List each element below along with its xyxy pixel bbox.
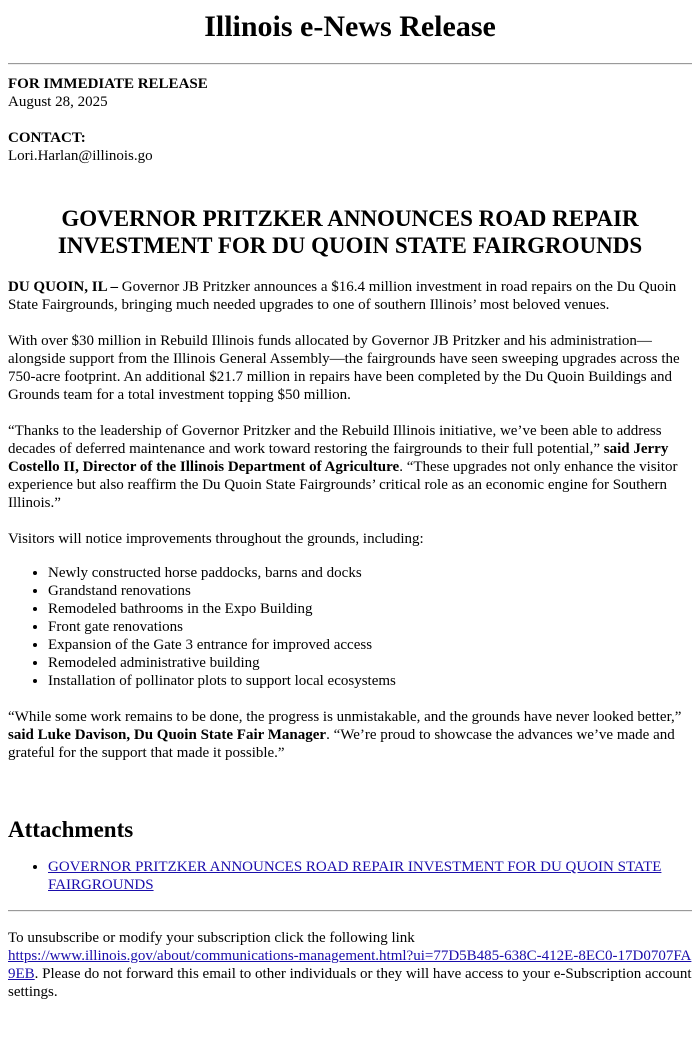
paragraph-3 — [8, 422, 692, 512]
paragraph-1-text: Governor JB Pritzker announces a $16.4 million investment in road repairs on the Du Quoin State Fairgrounds, bringing much needed upgrades to one of southern Illinois’ most beloved venues. — [8, 279, 677, 313]
release-label: FOR IMMEDIATE RELEASE — [8, 76, 208, 92]
attribution-davison: said Luke Davison, Du Quoin State Fair Manager — [8, 727, 327, 743]
paragraph-2: With over $30 million in Rebuild Illinois funds allocated by Governor JB Pritzker and his administration—alongside support from the Illinois General Assembly—the fairgrounds have seen sweeping upgrades across the 750-acre footprint. An additional $21.7 million in repairs have been completed by the Du Quoin Buildings and Grounds team for a total investment topping $50 million. — [8, 333, 680, 403]
attachment-link[interactable]: GOVERNOR PRITZKER ANNOUNCES ROAD REPAIR INVESTMENT FOR DU QUOIN STATE FAIRGROUNDS — [48, 859, 662, 893]
unsubscribe-link[interactable]: https://www.illinois.gov/about/communications-management.html?ui=77D5B485-638C-412E-8EC0-17D0707FA9EB — [8, 948, 692, 982]
page-title: Illinois e-News Release — [204, 10, 496, 43]
list-item: • Expansion of the Gate 3 entrance for improved access — [48, 636, 692, 654]
contact-block — [8, 129, 692, 165]
attachments-list — [8, 858, 692, 894]
paragraph-5 — [8, 708, 692, 762]
top-divider — [8, 63, 692, 65]
article-body — [8, 278, 692, 762]
quote-costello: “Thanks to the leadership of Governor Pritzker and the Rebuild Illinois initiative, we’ve been able to address decades of deferred maintenance and work toward restoring the fairgrounds to their full potential,” — [8, 423, 662, 457]
bottom-divider — [8, 910, 692, 912]
list-item: • Newly constructed horse paddocks, barns and docks — [48, 564, 692, 582]
list-item: • Grandstand renovations — [48, 582, 692, 600]
paragraph-4: Visitors will notice improvements throughout the grounds, including: — [8, 531, 424, 547]
list-item: • Remodeled administrative building — [48, 654, 692, 672]
unsubscribe-outro: . Please do not forward this email to other individuals or they will have access to your e-Subscription account settings. — [8, 966, 692, 1000]
list-item: • Installation of pollinator plots to support local ecosystems — [48, 672, 692, 690]
quote-davison: “While some work remains to be done, the progress is unmistakable, and the grounds have never looked better,” — [8, 709, 682, 725]
article-headline: GOVERNOR PRITZKER ANNOUNCES ROAD REPAIR INVESTMENT FOR DU QUOIN STATE FAIRGROUNDS — [57, 206, 643, 258]
attachment-item — [48, 858, 692, 894]
attachments-heading: Attachments — [8, 817, 134, 842]
improvements-list — [8, 564, 692, 690]
release-meta — [8, 75, 692, 165]
attribution-costello: said Jerry Costello II, Director of the Illinois Department of Agriculture — [8, 441, 669, 475]
contact-email: Lori.Harlan@illinois.go — [8, 148, 153, 164]
unsubscribe-text — [8, 929, 692, 1001]
list-item: • Front gate renovations — [48, 618, 692, 636]
paragraph-1 — [8, 278, 692, 314]
list-item: • Remodeled bathrooms in the Expo Building — [48, 600, 692, 618]
quote-costello-rest: . “These upgrades not only enhance the visitor experience but also reaffirm the Du Quoin State Fairgrounds’ critical role as an economic engine for Southern Illinois.” — [8, 459, 678, 511]
contact-label: CONTACT: — [8, 130, 86, 146]
release-date: August 28, 2025 — [8, 94, 108, 110]
dateline: DU QUOIN, IL – — [8, 279, 119, 295]
quote-davison-rest: . “We’re proud to showcase the advances we’ve made and grateful for the support that made it possible.” — [8, 727, 675, 761]
footer — [8, 929, 692, 1001]
unsubscribe-intro: To unsubscribe or modify your subscription click the following link — [8, 930, 415, 946]
